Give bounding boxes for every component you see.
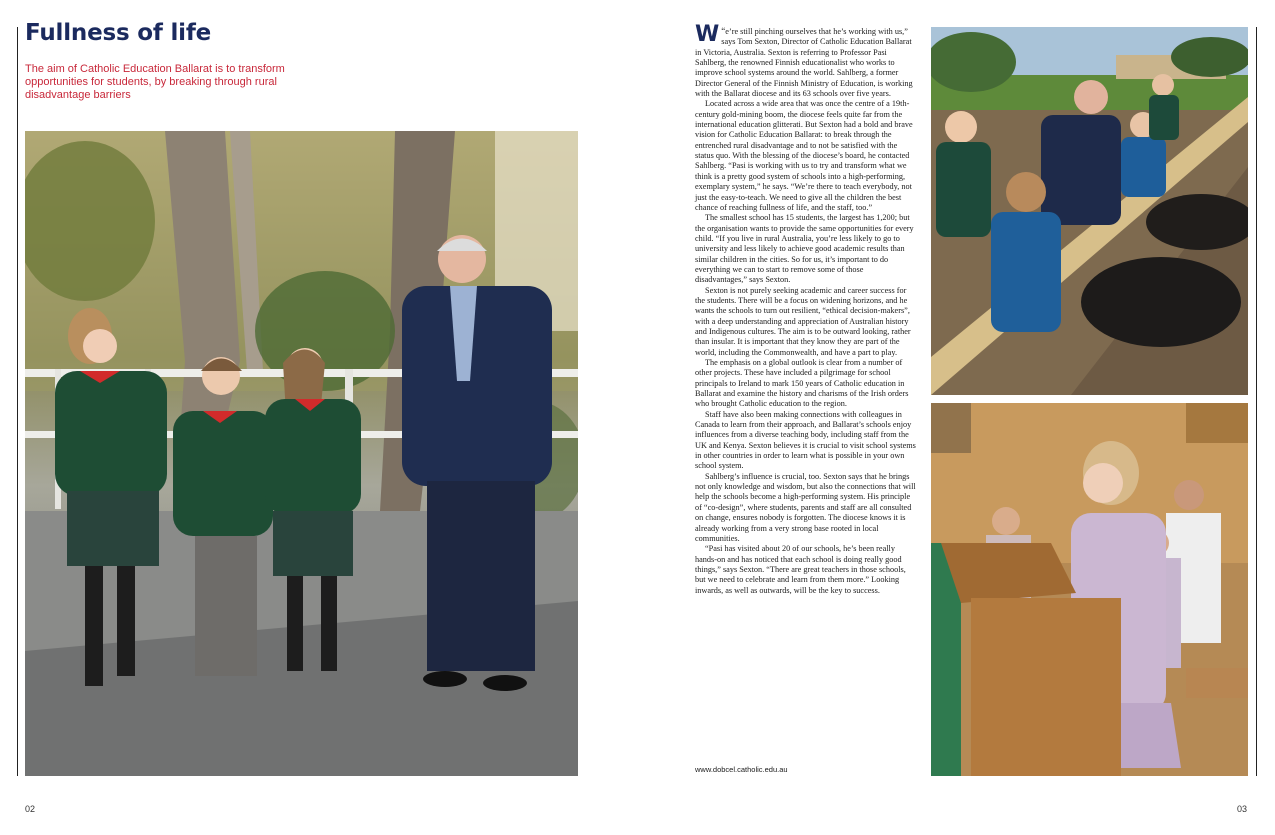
article-paragraph: Located across a wide area that was once the centre of a 19th-century gold-mining boom, the diocese feels quite far from the international education glitterati. But Sexton had a bold and brave vision for Catholic Education Ballarat: to break through the entrenched rural disadvantage and to not be satisfied with the status quo. With the blessing of the diocese’s board, he contacted Sahlberg. “Pasi is working with us to try and transform what we think is a pretty good system of schools into a high-performing, exemplary system,” he says. “We’re there to teach everybody, not just the easy-to-teach. We need to give all the children the best chance of reaching fullness of life, and the staff, too.” <box>695 99 913 212</box>
article-body <box>695 22 917 596</box>
drop-cap: W <box>695 22 720 47</box>
standfirst: The aim of Catholic Education Ballarat is to transform opportunities for students, by breaking through rural disadvantage barriers <box>25 63 285 101</box>
article-paragraph: Sexton is not purely seeking academic and career success for the students. There will be a focus on widening horizons, and he wants the schools to turn out resilient, “ethical decision-makers”, with a deep understanding and appreciation of Australian history and Indigenous cultures. The aim is to be outward looking, rather than insular. It is important that they know they are part of the world, including the Commonwealth, and have a part to play. <box>695 285 911 357</box>
article-paragraph: “ W e’re still pinching ourselves that he’s working with us,” says Tom Sexton, Director of Catholic Education Ballarat in Victoria, Australia. Sexton is referring to Professor Pasi Sahlberg, the renowned Finnish educationalist who works to improve school systems around the world. Sahlberg, a former Director General of the Finnish Ministry of Education, is working with the Ballarat diocese and its 63 schools over five years. <box>695 22 913 99</box>
page-number-left: 02 <box>25 804 36 814</box>
photo-students-walking <box>25 131 578 776</box>
website-link[interactable]: www.dobcel.catholic.edu.au <box>695 765 788 774</box>
article-paragraph: “Pasi has visited about 20 of our schools, he’s been really hands-on and has noticed that each school is doing really good things,” says Sexton. “There are great teachers in those schools, but we need to celebrate and learn from them more.” Looking inwards, as well as outwards, will be the key to success. <box>695 544 906 595</box>
photo-student-speaking <box>931 403 1248 776</box>
open-quote: “ <box>721 26 726 36</box>
left-margin-rule <box>17 27 18 776</box>
article-paragraph: Sahlberg’s influence is crucial, too. Sexton says that he brings not only knowledge and wisdom, but also the connections that will help the schools become a high-performing system. His principle of “co-design”, where students, parents and staff are all consulted on change, ensures nobody is forgotten. The diocese knows it is already working from a very strong base rooted in local communities. <box>695 471 916 543</box>
page-title: Fullness of life <box>25 20 212 46</box>
article-paragraph: The smallest school has 15 students, the largest has 1,200; but the organisation wants to provide the same opportunities for every child. “If you live in rural Australia, you’re less likely to go to university and less likely to achieve good academic results than similar children in the cities. So for us, it’s important to do everything we can to start to remove some of those disadvantages,” says Sexton. <box>695 213 914 285</box>
right-margin-rule <box>1256 27 1257 776</box>
article-paragraph: Staff have also been making connections with colleagues in Canada to learn from their approach, and Ballarat’s schools enjoy influences from a diverse teaching body, including staff from the UK and Kenya. Sexton believes it is crucial to visit school systems in other countries in order to learn what is possible in your own school system. <box>695 409 916 471</box>
article-paragraph: The emphasis on a global outlook is clear from a number of other projects. These have included a pilgrimage for school principals to Ireland to mark 150 years of Catholic education in Ballarat and examine the history and charisms of the Irish orders who brought Catholic education to the region. <box>695 358 909 409</box>
photo-farm-visit <box>931 27 1248 395</box>
page-number-right: 03 <box>1237 804 1248 814</box>
